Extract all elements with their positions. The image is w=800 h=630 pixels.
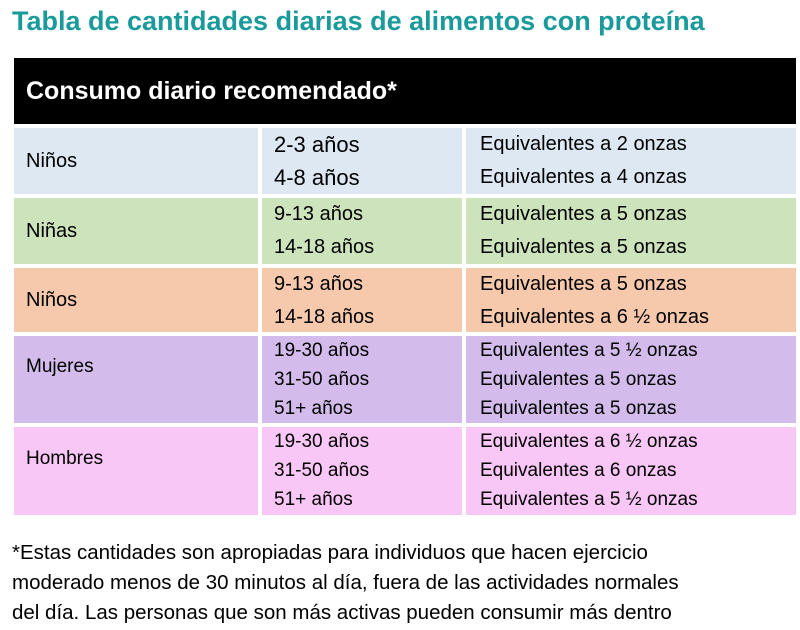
amount-cell xyxy=(466,128,796,194)
amount: Equivalentes a 5 ½ onzas xyxy=(480,489,698,510)
age-range: 14-18 años xyxy=(274,236,375,258)
age-cell xyxy=(262,336,462,423)
amount: Equivalentes a 5 onzas xyxy=(480,369,677,390)
amount: Equivalentes a 6 ½ onzas xyxy=(480,431,698,452)
amount-cell xyxy=(466,427,796,515)
amount: Equivalentes a 5 onzas xyxy=(480,203,687,225)
footnote-line: moderado menos de 30 minutos al día, fuera de las actividades normales xyxy=(12,571,679,594)
table-row-ninos-teen xyxy=(14,268,796,332)
age-range: 4-8 años xyxy=(274,165,360,190)
footnote-line: del día. Las personas que son más activas pueden consumir más dentro xyxy=(12,601,672,624)
amount: Equivalentes a 6 onzas xyxy=(480,460,677,481)
age-range: 14-18 años xyxy=(274,306,375,328)
group-label xyxy=(14,336,258,423)
amount: Equivalentes a 6 ½ onzas xyxy=(480,306,710,328)
table-row-mujeres xyxy=(14,336,796,423)
age-range: 9-13 años xyxy=(274,273,363,295)
group-label-text: Hombres xyxy=(26,448,104,469)
age-cell xyxy=(262,128,462,194)
age-cell xyxy=(262,198,462,264)
table-header: Consumo diario recomendado* xyxy=(14,58,796,124)
group-label-text: Niños xyxy=(26,289,78,311)
group-label xyxy=(14,198,258,264)
group-label-text: Niños xyxy=(26,150,78,172)
amount-cell xyxy=(466,336,796,423)
age-range: 31-50 años xyxy=(274,460,370,481)
table-row-hombres xyxy=(14,427,796,515)
amount-cell xyxy=(466,268,796,332)
table-row-ninos-young xyxy=(14,128,796,194)
amount-cell xyxy=(466,198,796,264)
group-label-text: Niñas xyxy=(26,220,78,242)
age-range: 19-30 años xyxy=(274,340,370,361)
age-range: 51+ años xyxy=(274,489,353,510)
age-range: 19-30 años xyxy=(274,431,370,452)
amount: Equivalentes a 2 onzas xyxy=(480,133,687,155)
group-label xyxy=(14,427,258,515)
age-cell xyxy=(262,268,462,332)
age-range: 2-3 años xyxy=(274,132,360,157)
group-label-text: Mujeres xyxy=(26,356,94,377)
page-title: Tabla de cantidades diarias de alimentos con proteína xyxy=(12,6,705,36)
table-row-ninas xyxy=(14,198,796,264)
amount: Equivalentes a 5 onzas xyxy=(480,273,687,295)
age-range: 51+ años xyxy=(274,398,353,419)
group-label xyxy=(14,128,258,194)
group-label xyxy=(14,268,258,332)
age-range: 31-50 años xyxy=(274,369,370,390)
amount: Equivalentes a 5 ½ onzas xyxy=(480,340,698,361)
amount: Equivalentes a 4 onzas xyxy=(480,166,687,188)
amount: Equivalentes a 5 onzas xyxy=(480,236,687,258)
amount: Equivalentes a 5 onzas xyxy=(480,398,677,419)
age-range: 9-13 años xyxy=(274,203,363,225)
footnote xyxy=(12,538,800,628)
age-cell xyxy=(262,427,462,515)
footnote-line: *Estas cantidades son apropiadas para individuos que hacen ejercicio xyxy=(12,541,648,564)
